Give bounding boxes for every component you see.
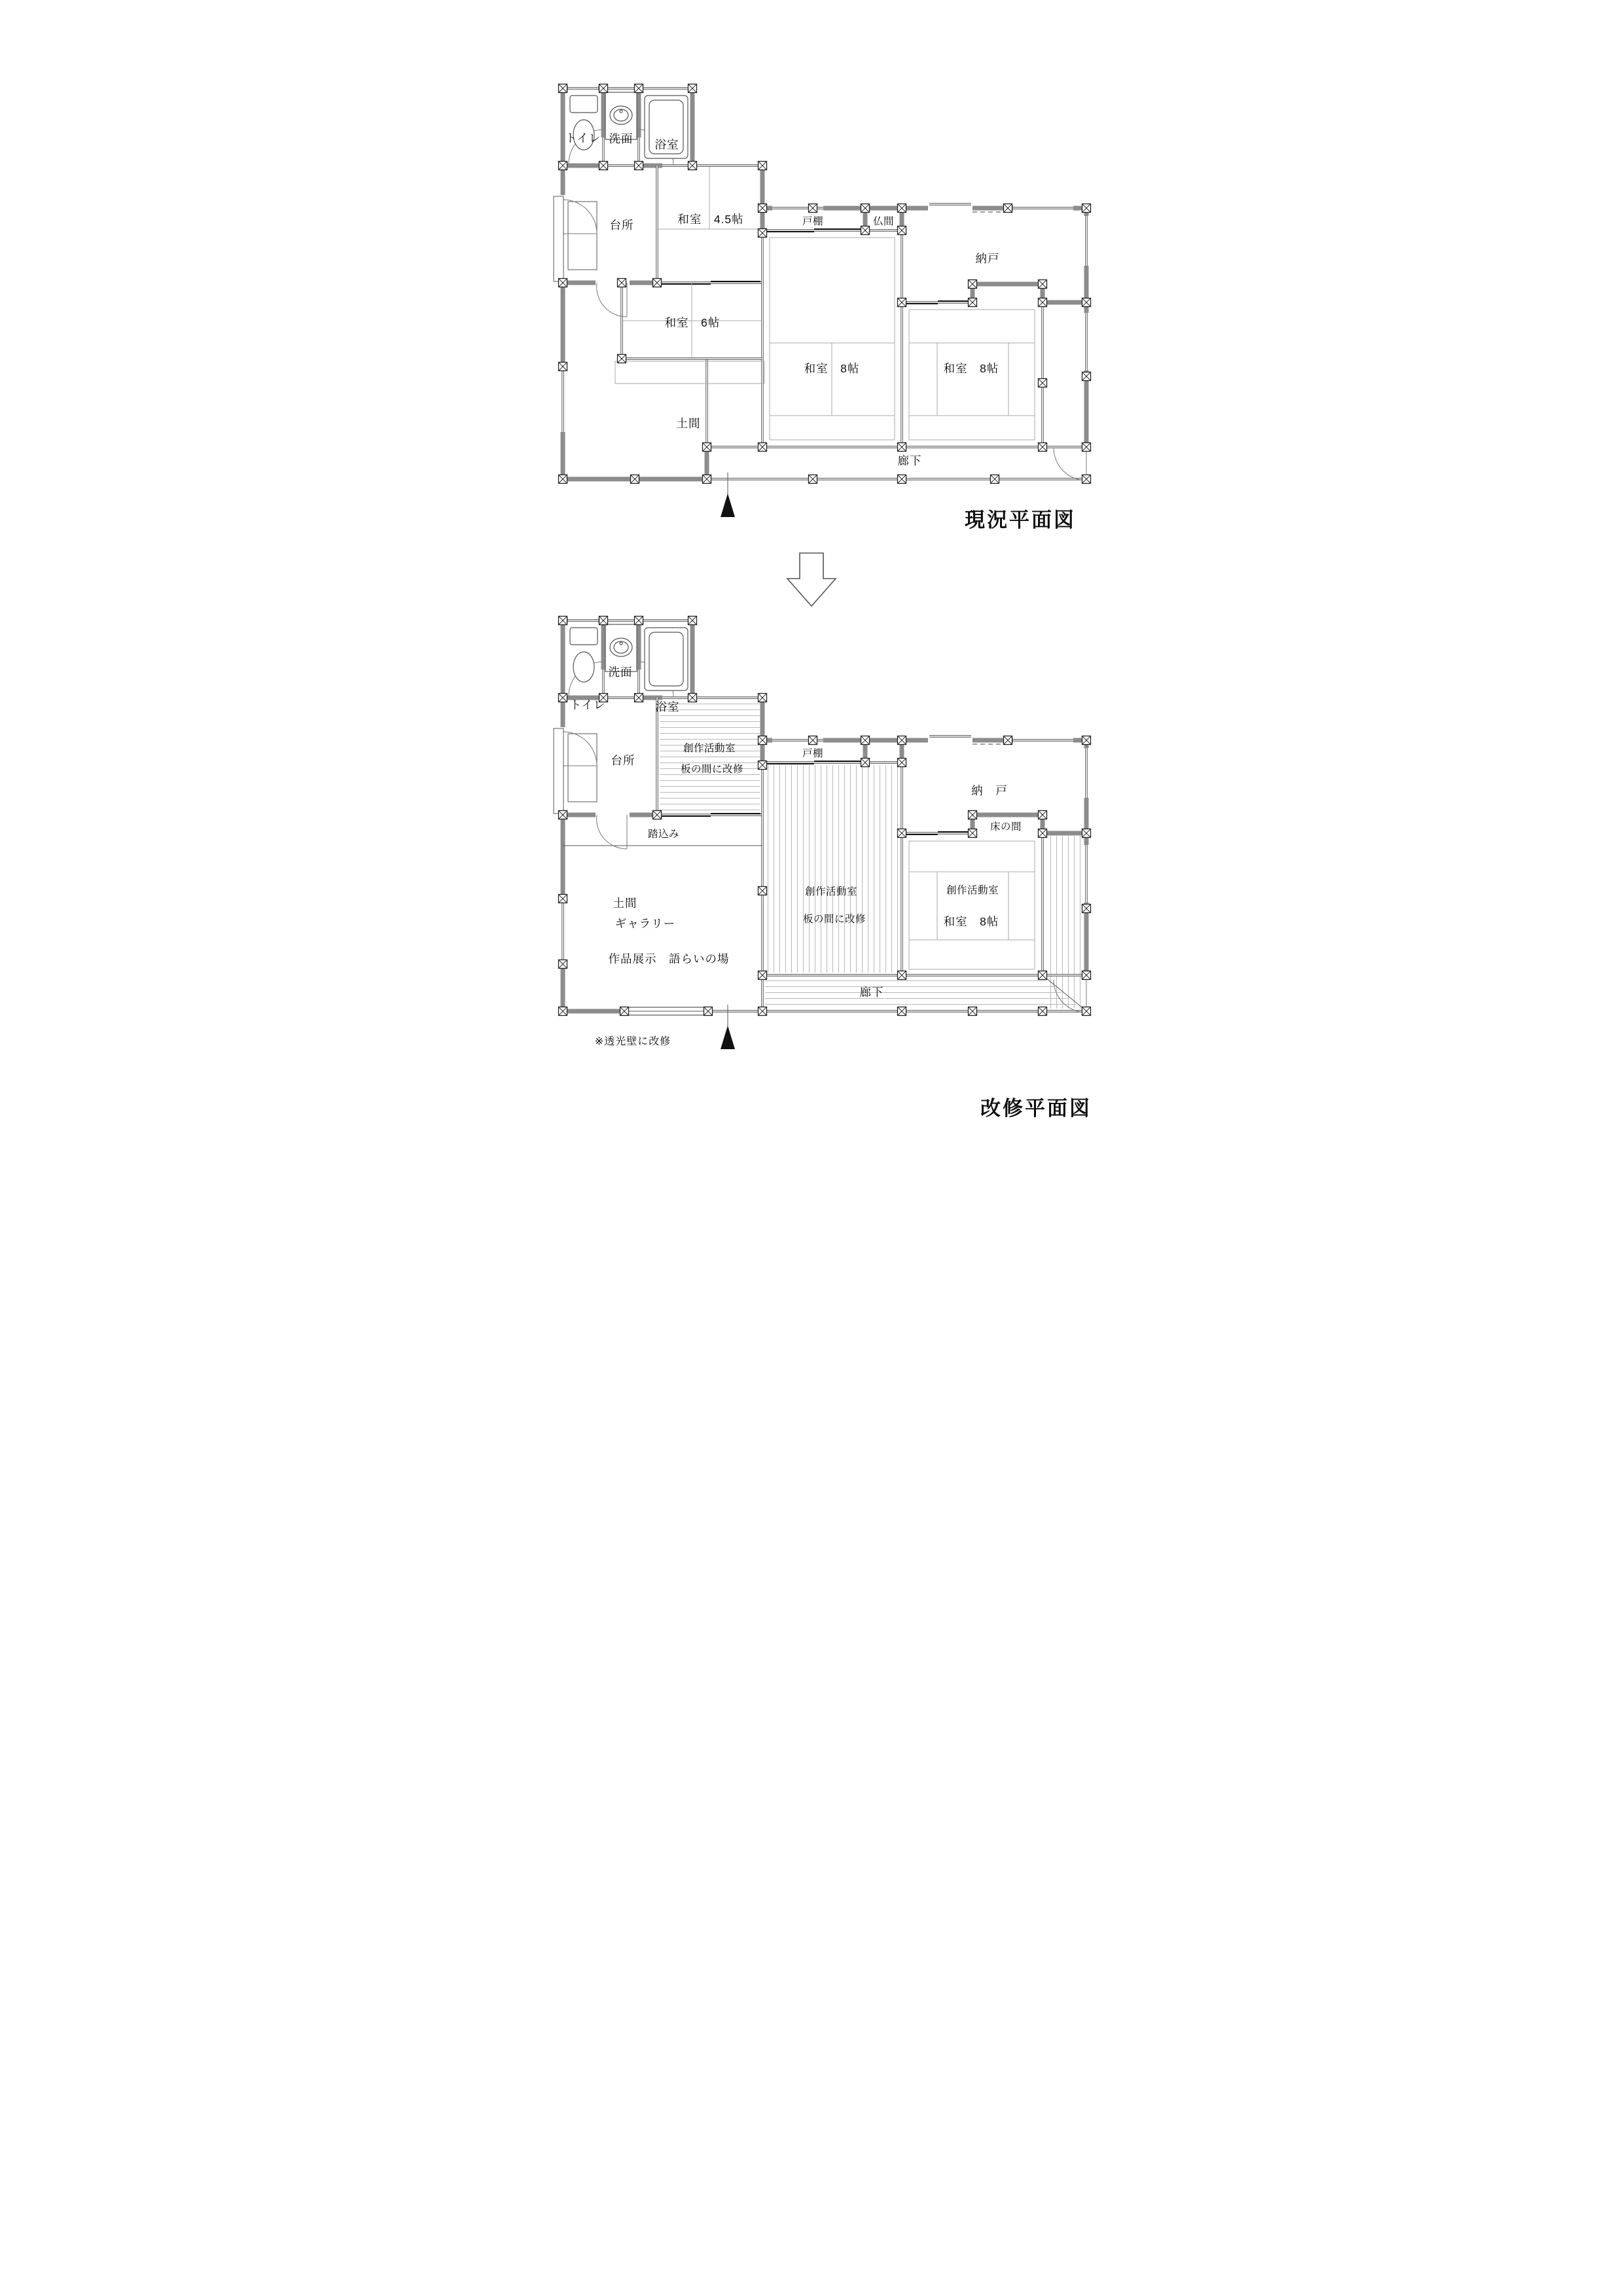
- room-label-bath: 浴室: [654, 138, 679, 151]
- room-label-studio-center-2: 板の間に改修: [802, 914, 866, 925]
- plan-title-renovated: 改修平面図: [980, 1097, 1092, 1120]
- room-label-tokonoma: 床の間: [990, 821, 1022, 833]
- room-label-cupboard: 戸棚: [802, 748, 824, 759]
- floor-plan-diagram: [406, 0, 1217, 1148]
- room-label-doma-1: 土間: [613, 897, 637, 910]
- room-label-washroom: 洗面: [608, 666, 633, 679]
- current-floor-plan: [554, 84, 1091, 532]
- bathtub-icon-renovated: [645, 628, 688, 691]
- toilet-icon-renovated: [570, 628, 597, 682]
- renovated-floor-plan: [554, 617, 1092, 1121]
- room-label-toilet: トイレ: [569, 698, 606, 711]
- room-label-washitsu-8-right: 和室 8帖: [943, 362, 999, 375]
- room-label-studio-top-1: 創作活動室: [683, 743, 736, 754]
- current-sliding-doors: [661, 229, 971, 304]
- room-label-fumikomi: 踏込み: [647, 829, 680, 840]
- room-label-corridor: 廊下: [859, 986, 884, 999]
- transform-arrow-icon: [787, 553, 836, 606]
- room-label-cupboard: 戸棚: [802, 216, 824, 227]
- room-label-doma: 土間: [676, 417, 701, 430]
- plan-sheet: [406, 0, 1217, 1148]
- room-label-corridor: 廊下: [897, 454, 922, 467]
- room-label-bath: 浴室: [655, 700, 680, 713]
- current-room-labels: [565, 132, 1000, 467]
- plan-title-current: 現況平面図: [965, 509, 1076, 531]
- room-label-butsuma: 仏間: [872, 216, 895, 227]
- renovation-note: ※透光壁に改修: [594, 1036, 671, 1047]
- room-label-washitsu-6: 和室 6帖: [664, 316, 721, 329]
- room-label-kitchen: 台所: [611, 754, 635, 767]
- room-label-washitsu-8: 和室 8帖: [943, 915, 999, 928]
- room-label-kitchen: 台所: [609, 219, 634, 232]
- room-label-studio-right: 創作活動室: [946, 885, 999, 896]
- room-label-studio-center-1: 創作活動室: [804, 886, 858, 897]
- room-label-doma-3: 作品展示 語らいの場: [608, 952, 730, 965]
- sink-icon-renovated: [605, 624, 637, 672]
- room-label-toilet: トイレ: [565, 132, 601, 145]
- room-label-washitsu-8-left: 和室 8帖: [804, 362, 860, 375]
- room-label-washitsu-45: 和室 4.5帖: [677, 213, 744, 226]
- room-label-nando: 納 戸: [971, 784, 1008, 797]
- current-door-arcs: [563, 130, 1086, 480]
- room-label-nando: 納戸: [975, 252, 1000, 265]
- room-label-doma-2: ギャラリー: [615, 917, 676, 930]
- room-label-washroom: 洗面: [609, 132, 633, 145]
- room-label-studio-top-2: 板の間に改修: [680, 764, 744, 775]
- renovated-tatami-lines: [909, 841, 1035, 969]
